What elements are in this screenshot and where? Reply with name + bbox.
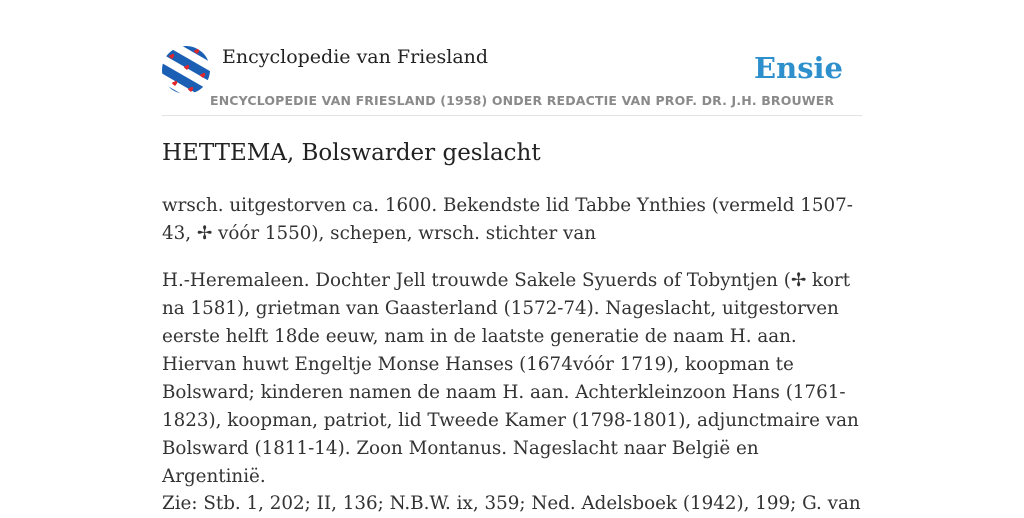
ensie-brand-link[interactable]: Ensie bbox=[754, 51, 843, 85]
page bbox=[162, 0, 862, 514]
article-paragraph: wrsch. uitgestorven ca. 1600. Bekendste lid Tabbe Ynthies (vermeld 1507-43, ✢ vóór 1550), schepen, wrsch. stichter van bbox=[162, 195, 853, 244]
article-paragraph-references: Zie: Stb. 1, 202; II, 136; N.B.W. ix, 359; Ned. Adelsboek (1942), 199; G. van bbox=[162, 493, 861, 514]
site-header bbox=[162, 0, 862, 116]
encyclopedia-subtitle: ENCYCLOPEDIE VAN FRIESLAND (1958) ONDER REDACTIE VAN PROF. DR. J.H. BROUWER bbox=[210, 93, 835, 108]
site-title[interactable]: Encyclopedie van Friesland bbox=[222, 46, 489, 68]
frisian-flag-logo-icon[interactable] bbox=[162, 46, 210, 94]
article-paragraph: H.-Heremaleen. Dochter Jell trouwde Sakele Syuerds of Tobyntjen (✢ kort na 1581), grietman van Gaasterland (1572-74). Nageslacht, uitgestorven eerste helft 18de eeuw, nam in de laatste generatie de naam H. aan. Hiervan huwt Engeltje Monse Hanses (1674vóór 1719), koopman te Bolsward; kinderen namen de naam H. aan. Achterkleinzoon Hans (1761-1823), koopman, patriot, lid Tweede Kamer (1798-1801), adjunctmaire van Bolsward (1811-14). Zoon Montanus. Nageslacht naar België en Argentinië. bbox=[162, 270, 859, 487]
article-title: HETTEMA, Bolswarder geslacht bbox=[162, 140, 541, 166]
